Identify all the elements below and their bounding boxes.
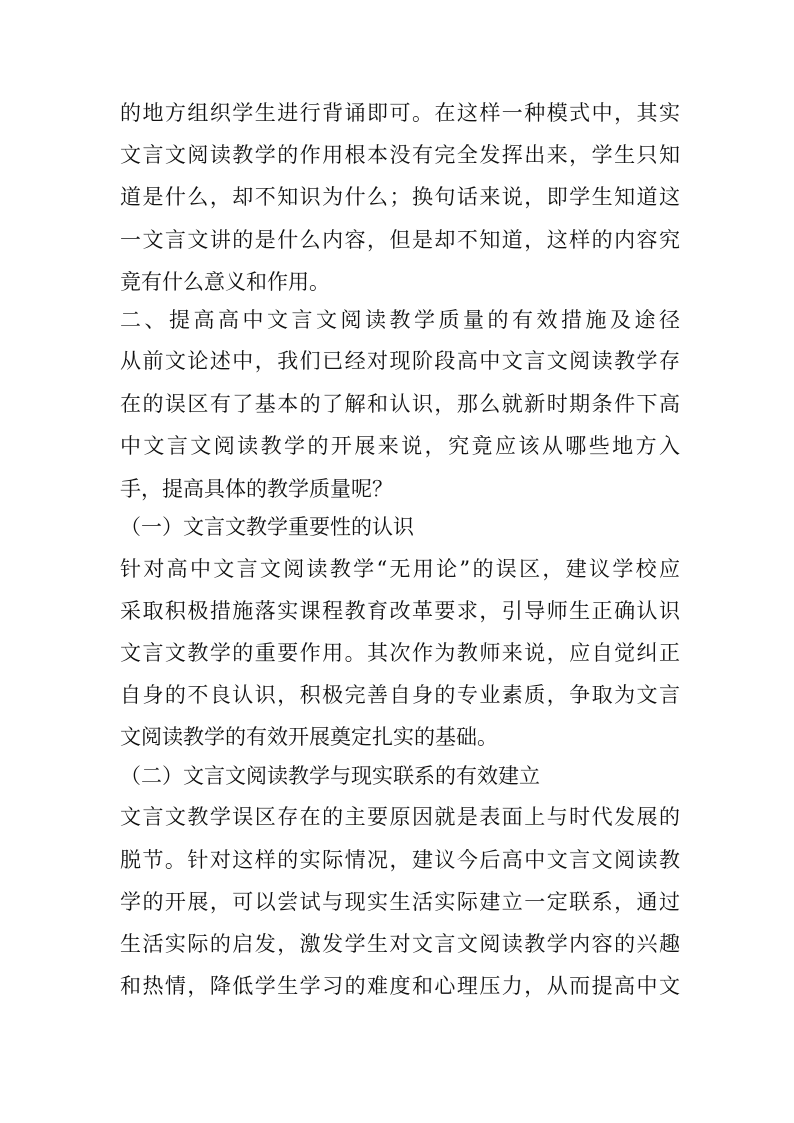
text-line: 采取积极措施落实课程教育改革要求，引导师生正确认识: [120, 599, 680, 623]
text-line: 中文言文阅读教学的开展来说，究竟应该从哪些地方入: [120, 434, 680, 458]
text-line: 自身的不良认识，积极完善自身的专业素质，争取为文言: [120, 683, 680, 707]
subsection-heading: （一）文言文教学重要性的认识: [120, 515, 414, 539]
text-line: 和热情，降低学生学习的难度和心理压力，从而提高中文: [120, 974, 680, 998]
text-line: 文言文阅读教学的作用根本没有完全发挥出来，学生只知: [120, 143, 680, 167]
text-line: 在的误区有了基本的了解和认识，那么就新时期条件下高: [120, 392, 680, 416]
text-line: 的地方组织学生进行背诵即可。在这样一种模式中，其实: [120, 101, 680, 125]
text-line: 竟有什么意义和作用。: [120, 270, 330, 294]
text-line: 一文言文讲的是什么内容，但是却不知道，这样的内容究: [120, 228, 680, 252]
text-line: 学的开展，可以尝试与现实生活实际建立一定联系，通过: [120, 890, 680, 914]
text-line: 脱节。针对这样的实际情况，建议今后高中文言文阅读教: [120, 848, 680, 872]
text-line: 文阅读教学的有效开展奠定扎实的基础。: [120, 725, 498, 749]
subsection-heading: （二）文言文阅读教学与现实联系的有效建立: [120, 764, 540, 788]
section-heading: 二、提高高中文言文阅读教学质量的有效措施及途径: [120, 308, 680, 332]
text-line: 从前文论述中，我们已经对现阶段高中文言文阅读教学存: [120, 349, 680, 373]
text-line: 针对高中文言文阅读教学“无用论”的误区，建议学校应: [120, 557, 680, 581]
text-line: 道是什么，却不知识为什么；换句话来说，即学生知道这: [120, 185, 680, 209]
text-line: 文言文教学误区存在的主要原因就是表面上与时代发展的: [120, 805, 680, 829]
text-line: 生活实际的启发，激发学生对文言文阅读教学内容的兴趣: [120, 932, 680, 956]
text-line: 文言文教学的重要作用。其次作为教师来说，应自觉纠正: [120, 641, 680, 665]
text-line: 手，提高具体的教学质量呢？: [120, 477, 393, 501]
